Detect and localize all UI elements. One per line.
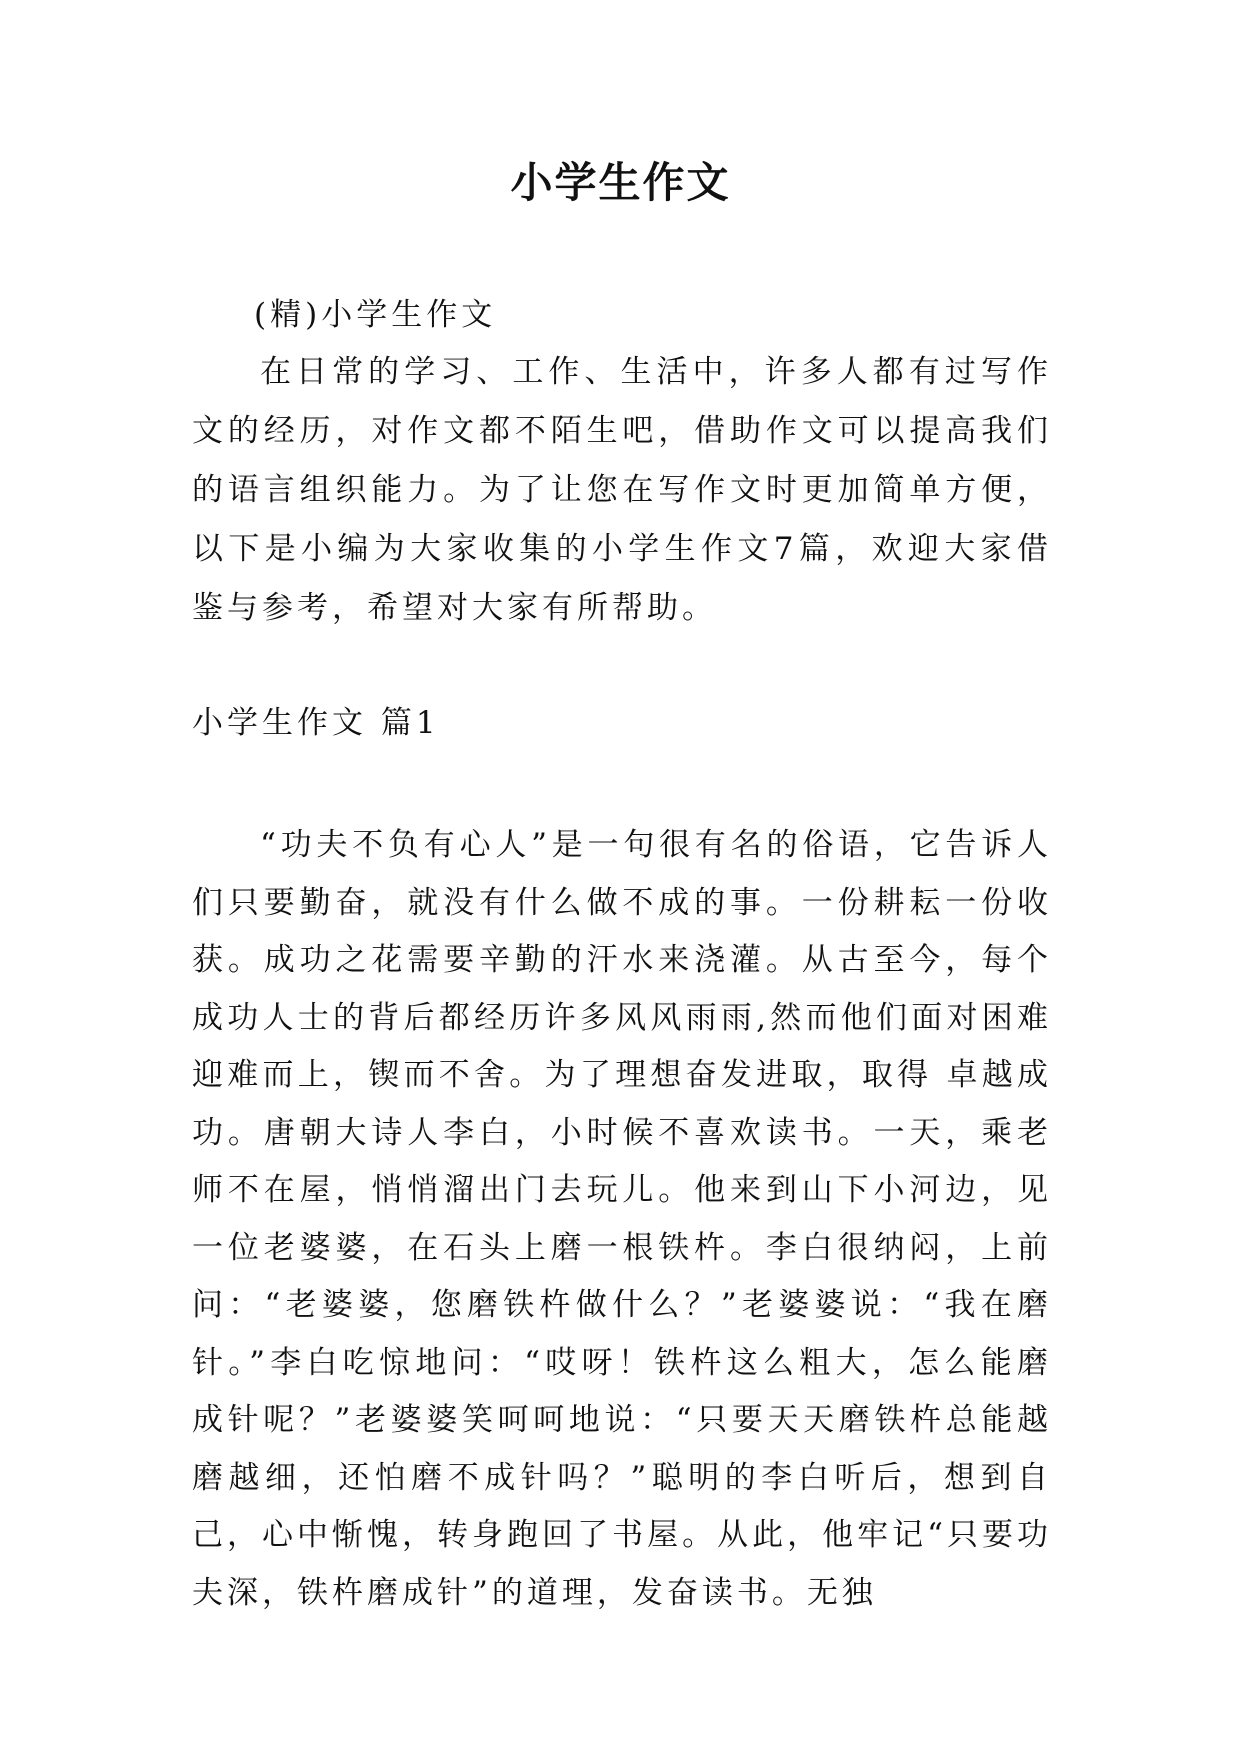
document-subtitle: (精)小学生作文 xyxy=(254,297,497,333)
document-title: 小学生作文 xyxy=(510,158,731,207)
essay-paragraph: “功夫不负有心人”是一句很有名的俗语，它告诉人们只要勤奋，就没有什么做不成的事。一份耕耘一份收获。成功之花需要辛勤的汗水来浇灌。从古至今，每个成功人士的背后都经历许多风风雨雨,然而他们面对困难迎难而上，锲而不舍。为了理想奋发进取，取得 卓越成功。唐朝大诗人李白，小时候不喜欢读书。一天，乘老师不在屋，悄悄溜出门去玩儿。他来到山下小河边，见一位老婆婆，在石头上磨一根铁杵。李白很纳闷，上前问：“老婆婆，您磨铁杵做什么？”老婆婆说：“我在磨针。”李白吃惊地问：“哎呀！铁杵这么粗大，怎么能磨成针呢？”老婆婆笑呵呵地说：“只要天天磨铁杵总能越磨越细，还怕磨不成针吗？”聪明的李白听后，想到自己，心中惭愧，转身跑回了书屋。从此，他牢记“只要功夫深，铁杵磨成针”的道理，发奋读书。无独 xyxy=(192,827,1052,1611)
section-heading: 小学生作文 篇1 xyxy=(192,705,440,741)
intro-paragraph: 在日常的学习、工作、生活中，许多人都有过写作文的经历，对作文都不陌生吧，借助作文可以提高我们的语言组织能力。为了让您在写作文时更加简单方便，以下是小编为大家收集的小学生作文7篇，欢迎大家借鉴与参考，希望对大家有所帮助。 xyxy=(192,354,1052,626)
